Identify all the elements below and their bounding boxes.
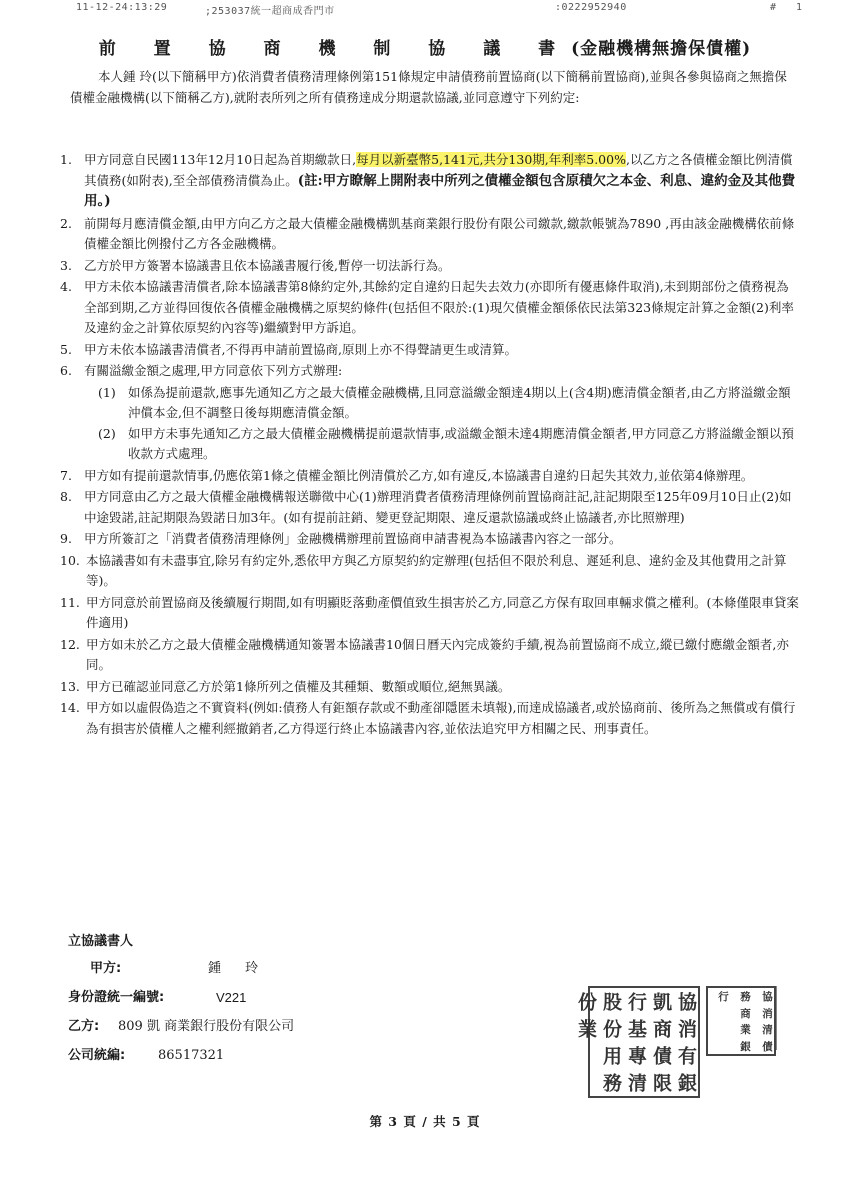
party-b-name: 809 凱 商業銀行股份有限公司: [118, 1019, 295, 1034]
clause-3: [60, 256, 800, 277]
seal-glyph: 專: [625, 1046, 647, 1065]
preamble: 本人鍾 玲(以下簡稱甲方)依消費者債務清理條例第151條規定申請債務前置協商(以下簡稱前置協商),並與各參與協商之無擔保債權金融機構(以下簡稱乙方),就附表所列之所有債務達成分期還款協議,並同意遵守下列約定:: [70, 69, 787, 105]
fax-sender: ;253037統一超商成香門市: [205, 6, 335, 17]
signatories-block: [68, 930, 568, 1070]
representative-seal-stamp: [706, 986, 776, 1056]
clause-number: 4.: [60, 279, 72, 294]
clause-body: 甲方如以虛假偽造之不實資料(例如:債務人有鉅額存款或不動產卻隱匿未填報),而達成協議者,或於協商前、後所為之無償或有償行為有損害於債權人之權利經撤銷者,乙方得逕行終止本協議書內容,並依法追究甲方相關之民、刑事責任。: [86, 700, 796, 736]
clause-number: 1.: [60, 152, 72, 167]
fax-header: [0, 0, 850, 16]
seal-glyph: 業: [739, 1024, 751, 1035]
company-id-value: 86517321: [158, 1048, 225, 1063]
clause-body: [84, 150, 800, 212]
subitem-body: 如甲方未事先通知乙方之最大債權金融機構提前還款情事,或溢繳金額未達4期應清償金額者,甲方同意乙方將溢繳金額以預收款方式處理。: [128, 425, 794, 461]
seal-glyph: 銀: [675, 1073, 697, 1092]
clause-list: [60, 150, 800, 740]
clause-number: 8.: [60, 489, 72, 504]
title-main: 前 置 協 商 機 制 協 議 書: [98, 39, 572, 59]
clause-2: [60, 214, 800, 255]
clause-1-text-cont: ,以乙方之各債權金額比例清償其債務(如附表),至全部債務清償為止。: [84, 152, 793, 188]
clause-number: 12.: [60, 636, 80, 652]
clause-number: 11.: [60, 594, 80, 610]
clause-body: 本協議書如有未盡事宜,除另有約定外,悉依甲方與乙方原契約約定辦理(包括但不限於利息、遲延利息、違約金及其他費用之計算等)。: [86, 552, 787, 588]
seal-glyph: 股: [600, 992, 622, 1011]
id-number-row: [68, 983, 568, 1012]
seal-glyph: 凱: [650, 992, 672, 1011]
seal-glyph: 商: [739, 1007, 751, 1018]
clause-13: [60, 677, 800, 698]
clause-14: [60, 698, 800, 739]
seal-glyph: 債: [761, 1040, 773, 1051]
clause-body: 甲方未依本協議書清償者,除本協議書第8條約定外,其餘約定自違約日起失去效力(亦即所有優惠條件取消),未到期部份之債務視為全部到期,乙方並得回復依各債權金融機構之原契約條件(包括但不限於:(1)現欠債權金額係依民法第323條規定計算之金額(2)利率及違約金之計算依原契約內容等)繼續對甲方訴追。: [84, 279, 794, 335]
clause-8: [60, 487, 800, 528]
clause-6: [60, 361, 800, 465]
seal-glyph: 務: [739, 991, 751, 1002]
clause-6-text: 有關溢繳金額之處理,甲方同意依下列方式辦理:: [84, 363, 343, 378]
party-b-row: [68, 1012, 568, 1041]
clause-number: 14.: [60, 700, 80, 715]
clause-body: 甲方未依本協議書清償者,不得再申請前置協商,原則上亦不得聲請更生或清算。: [84, 341, 517, 357]
fax-hash: #: [770, 2, 777, 13]
seal-glyph: 基: [625, 1019, 647, 1038]
seal-glyph: 行: [717, 991, 729, 1002]
clause-10: [60, 551, 800, 592]
clause-5: [60, 340, 800, 361]
page-footer: 第 3 頁 / 共 5 頁: [369, 1114, 481, 1129]
clause-7: [60, 466, 800, 487]
clause-body: 甲方同意由乙方之最大債權金融機構報送聯徵中心(1)辦理消費者債務清理條例前置協商註記,註記期限至125年09月10日止(2)如中途毀諾,註記期限為毀諾日加3年。(如有提前註銷、變更登記期限、違反還款協議或終止協議者,亦比照辦理): [84, 489, 792, 525]
party-a-name: 鍾 玲: [208, 961, 269, 976]
seal-glyph: 限: [650, 1073, 672, 1092]
clause-number: 3.: [60, 257, 72, 273]
clause-body: 甲方所簽訂之「消費者債務清理條例」金融機構辦理前置協商申請書視為本協議書內容之一部分。: [84, 531, 622, 546]
seal-glyph: 銀: [739, 1040, 751, 1051]
seal-margin-mark: [776, 986, 797, 1050]
document-title: [0, 34, 850, 59]
clause-number: 2.: [60, 215, 72, 231]
party-a-row: [68, 954, 568, 983]
seal-glyph: 消: [761, 1007, 773, 1018]
seal-glyph: 務: [600, 1073, 622, 1092]
id-number-label: 身份證統一編號:: [68, 990, 165, 1005]
subitem-number: (2): [98, 425, 116, 441]
clause-9: [60, 529, 800, 550]
clause-12: [60, 635, 800, 676]
seal-glyph: 業: [575, 1019, 597, 1038]
seal-glyph: 份: [575, 992, 597, 1011]
fax-number: :0222952940: [555, 2, 627, 13]
clause-1: [60, 150, 800, 212]
company-id-label: 公司統編:: [68, 1048, 126, 1063]
clause-11: [60, 593, 800, 634]
subitem: [84, 424, 800, 465]
clause-body: [84, 361, 800, 465]
seal-glyph: 行: [625, 992, 647, 1011]
party-b-label: 乙方:: [68, 1019, 100, 1034]
clause-6-subitems: [84, 383, 800, 465]
party-a-label: 甲方:: [90, 961, 122, 976]
clause-body: 甲方如有提前還款情事,仍應依第1條之債權金額比例清償於乙方,如有違反,本協議書自違約日起失其效力,並依第4條辦理。: [84, 467, 754, 483]
clause-body: 乙方於甲方簽署本協議書且依本協議書履行後,暫停一切法訴行為。: [84, 257, 451, 273]
seal-glyph: 清: [625, 1073, 647, 1092]
clause-body: 甲方同意於前置協商及後續履行期間,如有明顯貶落動產價值致生損害於乙方,同意乙方保有取回車輛求償之權利。(本條僅限車貸案件適用): [86, 594, 799, 630]
fax-timestamp: 11-12-24:13:29: [76, 2, 168, 13]
seal-glyph: 協: [761, 991, 773, 1002]
seal-glyph: 份: [600, 1019, 622, 1038]
company-id-row: [68, 1041, 568, 1070]
id-number-value: V221: [216, 990, 247, 1005]
bank-seal-stamp: [575, 986, 700, 1098]
clause-number: 10.: [60, 552, 80, 568]
seal-glyph: 債: [650, 1046, 672, 1065]
clause-1-note: (註:甲方瞭解上開附表中所列之債權金額包含原積欠之本金、利息、違約金及其他費用。): [84, 172, 796, 209]
seal-glyph: 用: [600, 1046, 622, 1065]
seal-glyph: 有: [675, 1046, 697, 1065]
title-sub: (金融機構無擔保債權): [571, 39, 752, 59]
clause-4: [60, 277, 800, 339]
clause-number: 5.: [60, 341, 72, 357]
subitem-body: 如係為提前還款,應事先通知乙方之最大債權金融機構,且同意溢繳金額達4期以上(含4期)應清償金額者,由乙方將溢繳金額沖償本金,但不調整日後每期應清償金額。: [128, 384, 791, 420]
subitem: [84, 383, 800, 424]
clause-1-text: 甲方同意自民國113年12月10日起為首期繳款日,: [84, 152, 357, 167]
payment-terms-highlight: 每月以新臺幣5,141元,共分130期,年利率5.00%: [356, 152, 626, 167]
fax-page-number: 1: [796, 2, 803, 13]
signatories-heading: 立協議書人: [68, 934, 134, 949]
seal-glyph: 清: [761, 1024, 773, 1035]
seal-glyph: 協: [675, 992, 697, 1011]
clause-number: 7.: [60, 467, 72, 483]
clause-body: 甲方如未於乙方之最大債權金融機構通知簽署本協議書10個日曆天內完成簽約手續,視為前置協商不成立,縱已繳付應繳金額者,亦同。: [86, 636, 789, 672]
subitem-number: (1): [98, 384, 116, 400]
clause-body: 前開每月應清償金額,由甲方向乙方之最大債權金融機構凱基商業銀行股份有限公司繳款,繳款帳號為7890 ,再由該金融機構依前條債權金額比例撥付乙方各金融機構。: [84, 215, 795, 251]
seal-glyph: 消: [675, 1019, 697, 1038]
clause-number: 9.: [60, 531, 72, 546]
clause-number: 13.: [60, 678, 80, 694]
seal-glyph: 商: [650, 1019, 672, 1038]
clause-body: 甲方已確認並同意乙方於第1條所列之債權及其種類、數額或順位,絕無異議。: [86, 678, 511, 694]
clause-number: 6.: [60, 363, 72, 378]
